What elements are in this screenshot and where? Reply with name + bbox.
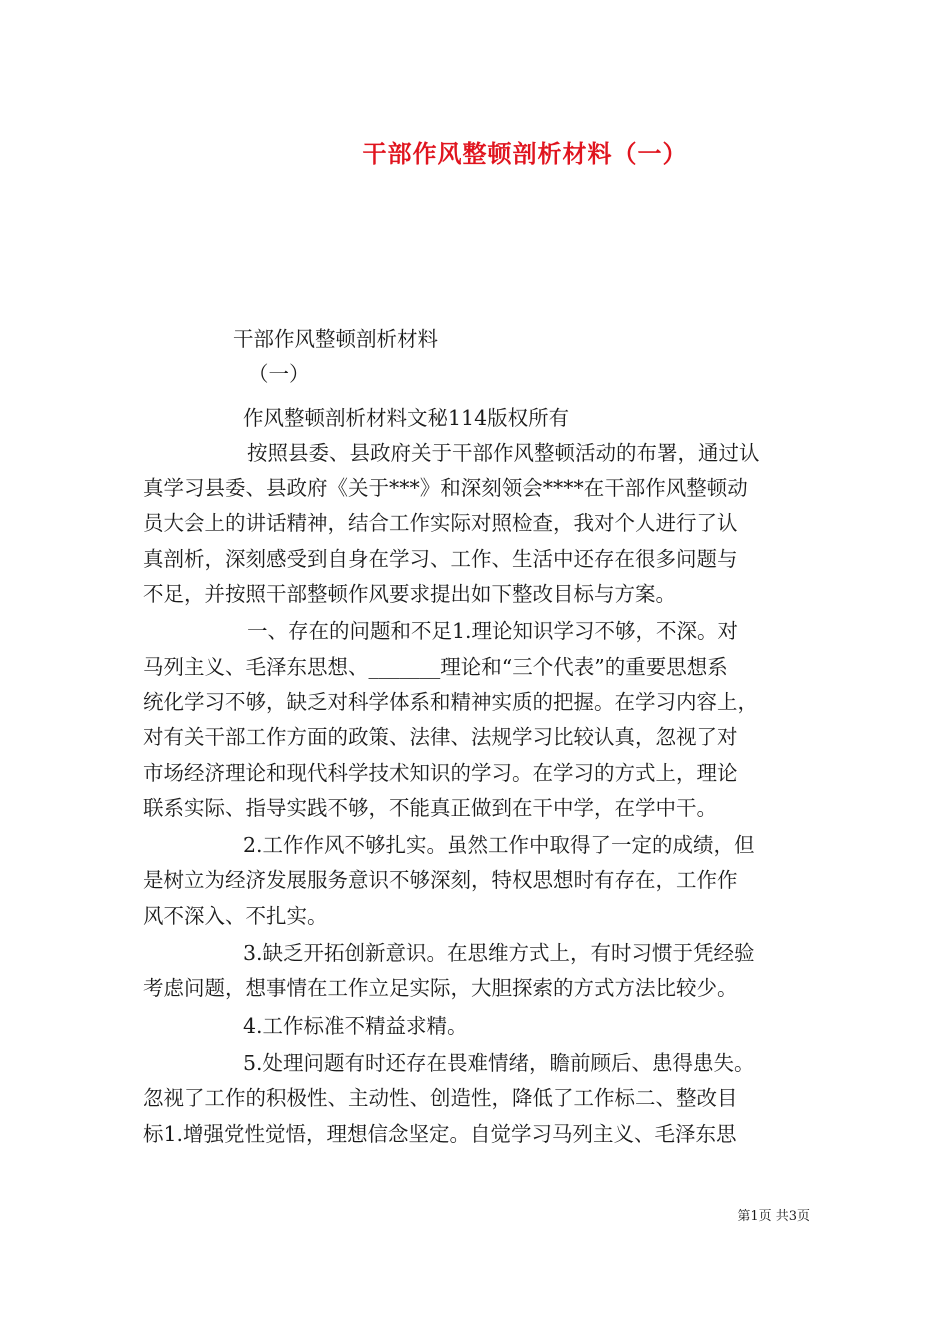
subheading: 干部作风整顿剖析材料 bbox=[233, 327, 438, 351]
paragraph-line: 真剖析，深刻感受到自身在学习、工作、生活中还存在很多问题与 bbox=[143, 546, 738, 571]
paragraph-innovation bbox=[143, 936, 823, 1007]
paragraph-line: 员大会上的讲话精神，结合工作实际对照检查，我对个人进行了认 bbox=[143, 511, 738, 536]
document-title: 干部作风整顿剖析材料（一） bbox=[362, 139, 688, 168]
paragraph-line: 2.工作作风不够扎实。虽然工作中取得了一定的成绩，但 bbox=[243, 833, 755, 858]
paragraph-line: 考虑问题，想事情在工作立足实际，大胆探索的方式方法比较少。 bbox=[143, 976, 738, 1001]
paragraph-line: 统化学习不够，缺乏对科学体系和精神实质的把握。在学习内容上， bbox=[143, 689, 758, 714]
subheading-number: （一） bbox=[248, 362, 310, 387]
paragraph-line: 真学习县委、县政府《关于***》和深刻领会****在干部作风整顿动 bbox=[143, 476, 748, 501]
paragraph-line: 不足，并按照干部整顿作风要求提出如下整改目标与方案。 bbox=[143, 582, 676, 607]
paragraph-standards bbox=[143, 1009, 823, 1044]
paragraph-line: 对有关干部工作方面的政策、法律、法规学习比较认真，忽视了对 bbox=[143, 725, 738, 750]
paragraph-intro bbox=[143, 436, 823, 612]
paragraph-handling bbox=[143, 1046, 823, 1152]
paragraph-line: 4.工作标准不精益求精。 bbox=[243, 1013, 468, 1038]
paragraph-line: 忽视了工作的积极性、主动性、创造性，降低了工作标二、整改目 bbox=[143, 1086, 738, 1111]
page-number: 第1页 共3页 bbox=[737, 1209, 810, 1224]
paragraph-line: 是树立为经济发展服务意识不够深刻，特权思想时有存在，工作作 bbox=[143, 868, 738, 893]
paragraph-line: 马列主义、毛泽东思想、_______理论和“三个代表”的重要思想系 bbox=[143, 654, 728, 679]
paragraph-line: 5.处理问题有时还存在畏难情绪，瞻前顾后、患得患失。 bbox=[243, 1050, 755, 1075]
copyright-line: 作风整顿剖析材料文秘114版权所有 bbox=[243, 405, 570, 430]
paragraph-line: 3.缺乏开拓创新意识。在思维方式上，有时习惯于凭经验 bbox=[243, 941, 755, 966]
paragraph-line: 标1.增强党性觉悟，理想信念坚定。自觉学习马列主义、毛泽东思 bbox=[143, 1121, 737, 1146]
paragraph-line: 联系实际、指导实践不够，不能真正做到在干中学，在学中干。 bbox=[143, 795, 717, 820]
document-body bbox=[143, 322, 823, 1152]
paragraph-line: 一、存在的问题和不足1.理论知识学习不够，不深。对 bbox=[247, 619, 739, 644]
paragraph-line: 风不深入、不扎实。 bbox=[143, 903, 328, 928]
paragraph-line: 按照县委、县政府关于干部作风整顿活动的布署，通过认 bbox=[247, 440, 760, 465]
paragraph-problems bbox=[143, 614, 823, 826]
paragraph-work-style bbox=[143, 828, 823, 934]
paragraph-line: 市场经济理论和现代科学技术知识的学习。在学习的方式上，理论 bbox=[143, 760, 738, 785]
